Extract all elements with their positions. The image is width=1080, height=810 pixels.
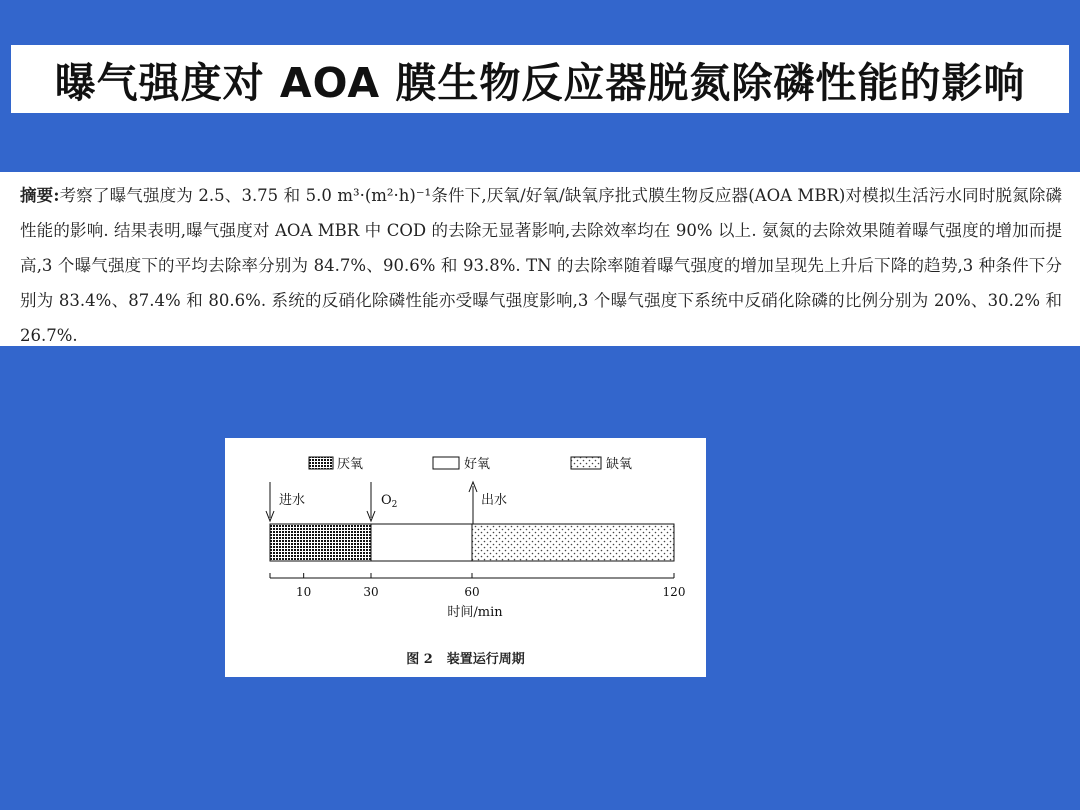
cycle-diagram [225,438,706,648]
flow-annotations [266,482,507,524]
legend [309,456,632,472]
abstract-panel [0,172,1080,346]
phase-segment-2 [472,524,674,561]
abstract-lead: 摘要: [20,186,60,205]
legend-label-aerobic: 好氧 [464,457,491,472]
abstract-paragraph [20,178,1062,353]
caption-number: 图 2 [406,652,433,667]
page-title: 曝气强度对 AOA 膜生物反应器脱氮除磷性能的影响 [54,58,1026,107]
axis-tick-label-1: 30 [363,585,379,599]
legend-swatch-anaerobic [309,457,333,469]
phase-bar [270,524,674,561]
legend-label-anaerobic: 厌氧 [337,457,364,472]
inflow-label: 进水 [279,493,306,508]
legend-swatch-anoxic [571,457,601,469]
outflow-label: 出水 [481,493,508,508]
figure-caption [225,648,706,667]
abstract-text: 考察了曝气强度为 2.5、3.75 和 5.0 m³·(m²·h)⁻¹条件下,厌氧/好氧/缺氧序批式膜生物反应器(AOA MBR)对模拟生活污水同时脱氮除磷性能的影响. 结果表明,曝气强度对 AOA MBR 中 COD 的去除无显著影响,去除效率均在 90% 以上. 氨氮的去除效果随着曝气强度的增加而提高,3 个曝气强度下的平均去除率分别为 84.7%、90.6% 和 93.8%. TN 的去除率随着曝气强度的增加呈现先上升后下降的趋势,3 种条件下分别为 83.4%、87.4% 和 80.6%. 系统的反硝化除磷性能亦受曝气强度影响,3 个曝气强度下系统中反硝化除磷的比例分别为 20%、30.2% 和 26.7%. [20,186,1062,345]
caption-text: 装置运行周期 [446,652,525,667]
axis-label: 时间/min [447,605,503,620]
time-axis [270,573,685,599]
axis-tick-label-0: 10 [296,585,312,599]
phase-segment-0 [270,524,371,561]
axis-tick-label-2: 60 [464,585,480,599]
legend-swatch-aerobic [433,457,459,469]
phase-segment-1 [371,524,472,561]
title-banner [11,45,1069,113]
axis-tick-label-3: 120 [662,585,686,599]
figure-operation-cycle [225,438,706,677]
legend-label-anoxic: 缺氧 [606,457,633,472]
oxygen-label: $O_2$ [381,493,398,510]
